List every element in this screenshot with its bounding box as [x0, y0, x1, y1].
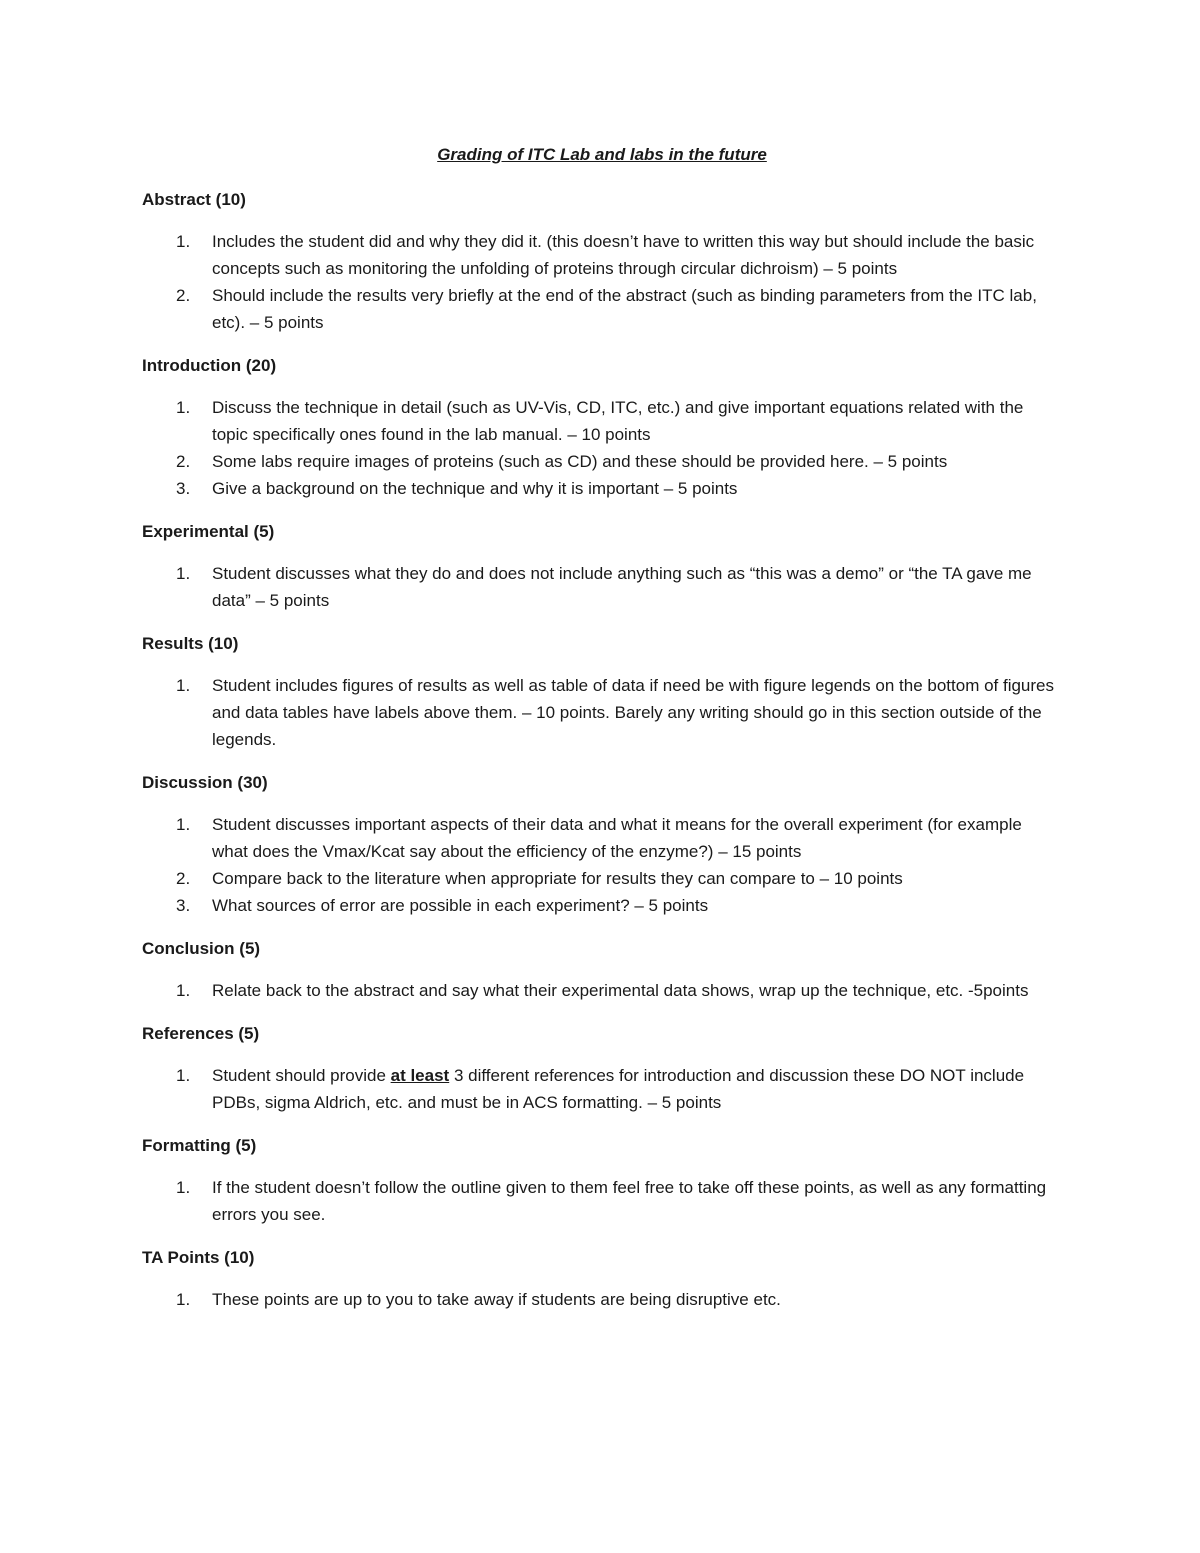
item-text: Student includes figures of results as well as table of data if need be with figure legends on the bottom of figures and data tables have labels above them. – 10 points. Barely any writing should go in this section outside of the legends.	[212, 676, 1055, 749]
list-item	[142, 560, 1062, 614]
list-item	[142, 448, 1062, 475]
section-heading: Abstract (10)	[142, 190, 246, 209]
item-number: 1.	[176, 232, 191, 251]
item-list	[142, 977, 1062, 1004]
section-heading: Introduction (20)	[142, 356, 277, 375]
item-list	[142, 811, 1062, 919]
item-list	[142, 672, 1062, 753]
section-heading: TA Points (10)	[142, 1248, 255, 1267]
item-text: Some labs require images of proteins (such as CD) and these should be provided here. – 5 points	[212, 452, 948, 471]
item-number: 1.	[176, 1290, 191, 1309]
section-heading: Conclusion (5)	[142, 939, 261, 958]
list-item	[142, 865, 1062, 892]
item-text: Student discusses important aspects of their data and what it means for the overall experiment (for example what does the Vmax/Kcat say about the efficiency of the enzyme?) – 15 points	[212, 815, 1022, 861]
section-introduction	[142, 352, 1062, 502]
item-text: Discuss the technique in detail (such as UV-Vis, CD, ITC, etc.) and give important equations related with the topic specifically ones found in the lab manual. – 10 points	[212, 398, 1024, 444]
list-item	[142, 394, 1062, 448]
emphasis-text: at least	[390, 1066, 450, 1085]
item-text: Relate back to the abstract and say what their experimental data shows, wrap up the technique, etc. -5points	[212, 981, 1029, 1000]
section-results	[142, 630, 1062, 753]
item-text: Includes the student did and why they did it. (this doesn’t have to written this way but should include the basic concepts such as monitoring the unfolding of proteins through circular dichroism) – 5 points	[212, 232, 1035, 278]
item-text: What sources of error are possible in each experiment? – 5 points	[212, 896, 709, 915]
item-text: Compare back to the literature when appropriate for results they can compare to – 10 points	[212, 869, 903, 888]
list-item	[142, 1062, 1062, 1116]
item-number: 1.	[176, 676, 191, 695]
item-number: 1.	[176, 564, 191, 583]
list-item	[142, 672, 1062, 753]
section-heading: Experimental (5)	[142, 522, 275, 541]
section-formatting	[142, 1132, 1062, 1228]
section-ta-points	[142, 1244, 1062, 1313]
list-item	[142, 475, 1062, 502]
item-number: 2.	[176, 869, 191, 888]
section-heading: Discussion (30)	[142, 773, 268, 792]
section-heading: Formatting (5)	[142, 1136, 257, 1155]
item-number: 1.	[176, 398, 191, 417]
item-number: 2.	[176, 286, 191, 305]
item-text: These points are up to you to take away if students are being disruptive etc.	[212, 1290, 781, 1309]
document-title: Grading of ITC Lab and labs in the future	[437, 145, 767, 164]
item-list	[142, 228, 1062, 336]
item-number: 1.	[176, 981, 191, 1000]
item-list	[142, 1062, 1062, 1116]
item-number: 3.	[176, 479, 191, 498]
section-experimental	[142, 518, 1062, 614]
item-text: Student discusses what they do and does not include anything such as “this was a demo” or “the TA gave me data” – 5 points	[212, 564, 1032, 610]
item-list	[142, 1286, 1062, 1313]
section-discussion	[142, 769, 1062, 919]
section-abstract	[142, 186, 1062, 336]
item-list	[142, 1174, 1062, 1228]
list-item	[142, 1286, 1062, 1313]
list-item	[142, 892, 1062, 919]
item-text: Give a background on the technique and why it is important – 5 points	[212, 479, 738, 498]
item-number: 1.	[176, 1066, 191, 1085]
item-text: If the student doesn’t follow the outline given to them feel free to take off these points, as well as any formatting errors you see.	[212, 1178, 1047, 1224]
item-number: 1.	[176, 815, 191, 834]
item-number: 2.	[176, 452, 191, 471]
document-body	[142, 141, 1062, 1329]
list-item	[142, 228, 1062, 282]
item-text: Should include the results very briefly at the end of the abstract (such as binding parameters from the ITC lab, etc). – 5 points	[212, 286, 1037, 332]
item-text-end: 3 different references for introduction and discussion these DO NOT include PDBs, sigma Aldrich, etc. and must be in ACS formatting. – 5 points	[212, 1066, 1025, 1112]
list-item	[142, 282, 1062, 336]
list-item	[142, 977, 1062, 1004]
item-text-start: Student should provide	[212, 1066, 391, 1085]
list-item	[142, 1174, 1062, 1228]
item-list	[142, 394, 1062, 502]
list-item	[142, 811, 1062, 865]
section-references	[142, 1020, 1062, 1116]
section-heading: Results (10)	[142, 634, 239, 653]
section-heading: References (5)	[142, 1024, 260, 1043]
section-conclusion	[142, 935, 1062, 1004]
item-list	[142, 560, 1062, 614]
item-number: 3.	[176, 896, 191, 915]
item-number: 1.	[176, 1178, 191, 1197]
